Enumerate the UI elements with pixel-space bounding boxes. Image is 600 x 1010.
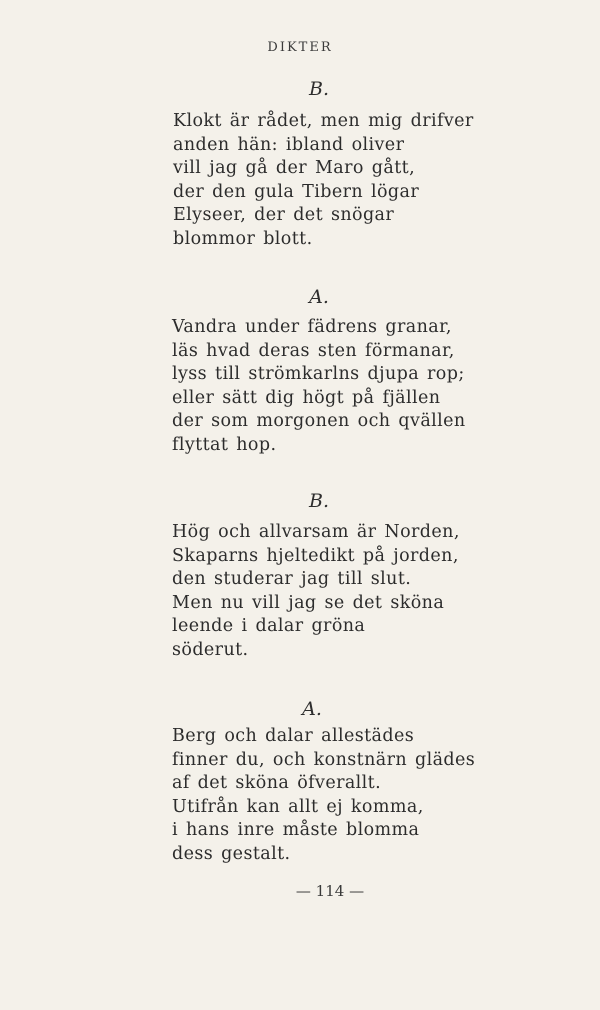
stanza xyxy=(172,725,475,866)
verse-line: Skaparns hjeltedikt på jorden, xyxy=(172,545,459,566)
speaker-label: B. xyxy=(308,490,329,512)
verse-line: läs hvad deras sten förmanar, xyxy=(172,340,455,361)
verse-line: blommor blott. xyxy=(173,228,313,249)
verse-line: anden hän: ibland oliver xyxy=(173,134,405,155)
verse-line: Berg och dalar allestädes xyxy=(172,726,415,746)
verse-line: der den gula Tibern lögar xyxy=(173,181,420,202)
speaker-label: B. xyxy=(308,78,329,100)
stanza xyxy=(172,521,460,662)
verse-line: leende i dalar gröna xyxy=(172,616,366,636)
speaker-label: A. xyxy=(302,698,322,720)
verse-line: söderut. xyxy=(172,639,249,660)
verse-line: Utifrån kan allt ej komma, xyxy=(172,796,424,817)
verse-line: Vandra under fädrens granar, xyxy=(172,317,452,337)
verse-line: Klokt är rådet, men mig drifver xyxy=(173,111,474,131)
verse-line: Men nu vill jag se det sköna xyxy=(172,592,445,613)
stanza xyxy=(173,110,474,251)
verse-line: den studerar jag till slut. xyxy=(172,569,412,589)
verse-line: flyttat hop. xyxy=(172,434,277,455)
verse-line: Hög och allvarsam är Norden, xyxy=(172,522,460,542)
verse-line: af det sköna öfverallt. xyxy=(172,773,382,793)
running-header: DIKTER xyxy=(267,40,333,55)
speaker-label: A. xyxy=(309,286,329,308)
verse-line: dess gestalt. xyxy=(172,843,291,864)
page-number: — 114 — xyxy=(295,882,365,900)
verse-line: eller sätt dig högt på fjällen xyxy=(172,387,441,408)
verse-line: lyss till strömkarlns djupa rop; xyxy=(172,364,465,384)
verse-line: finner du, och konstnärn glädes xyxy=(172,749,476,770)
verse-line: Elyseer, der det snögar xyxy=(173,205,395,225)
stanza xyxy=(172,316,466,457)
verse-line: vill jag gå der Maro gått, xyxy=(173,158,416,178)
verse-line: i hans inre måste blomma xyxy=(172,820,420,840)
verse-line: der som morgonen och qvällen xyxy=(172,411,466,431)
